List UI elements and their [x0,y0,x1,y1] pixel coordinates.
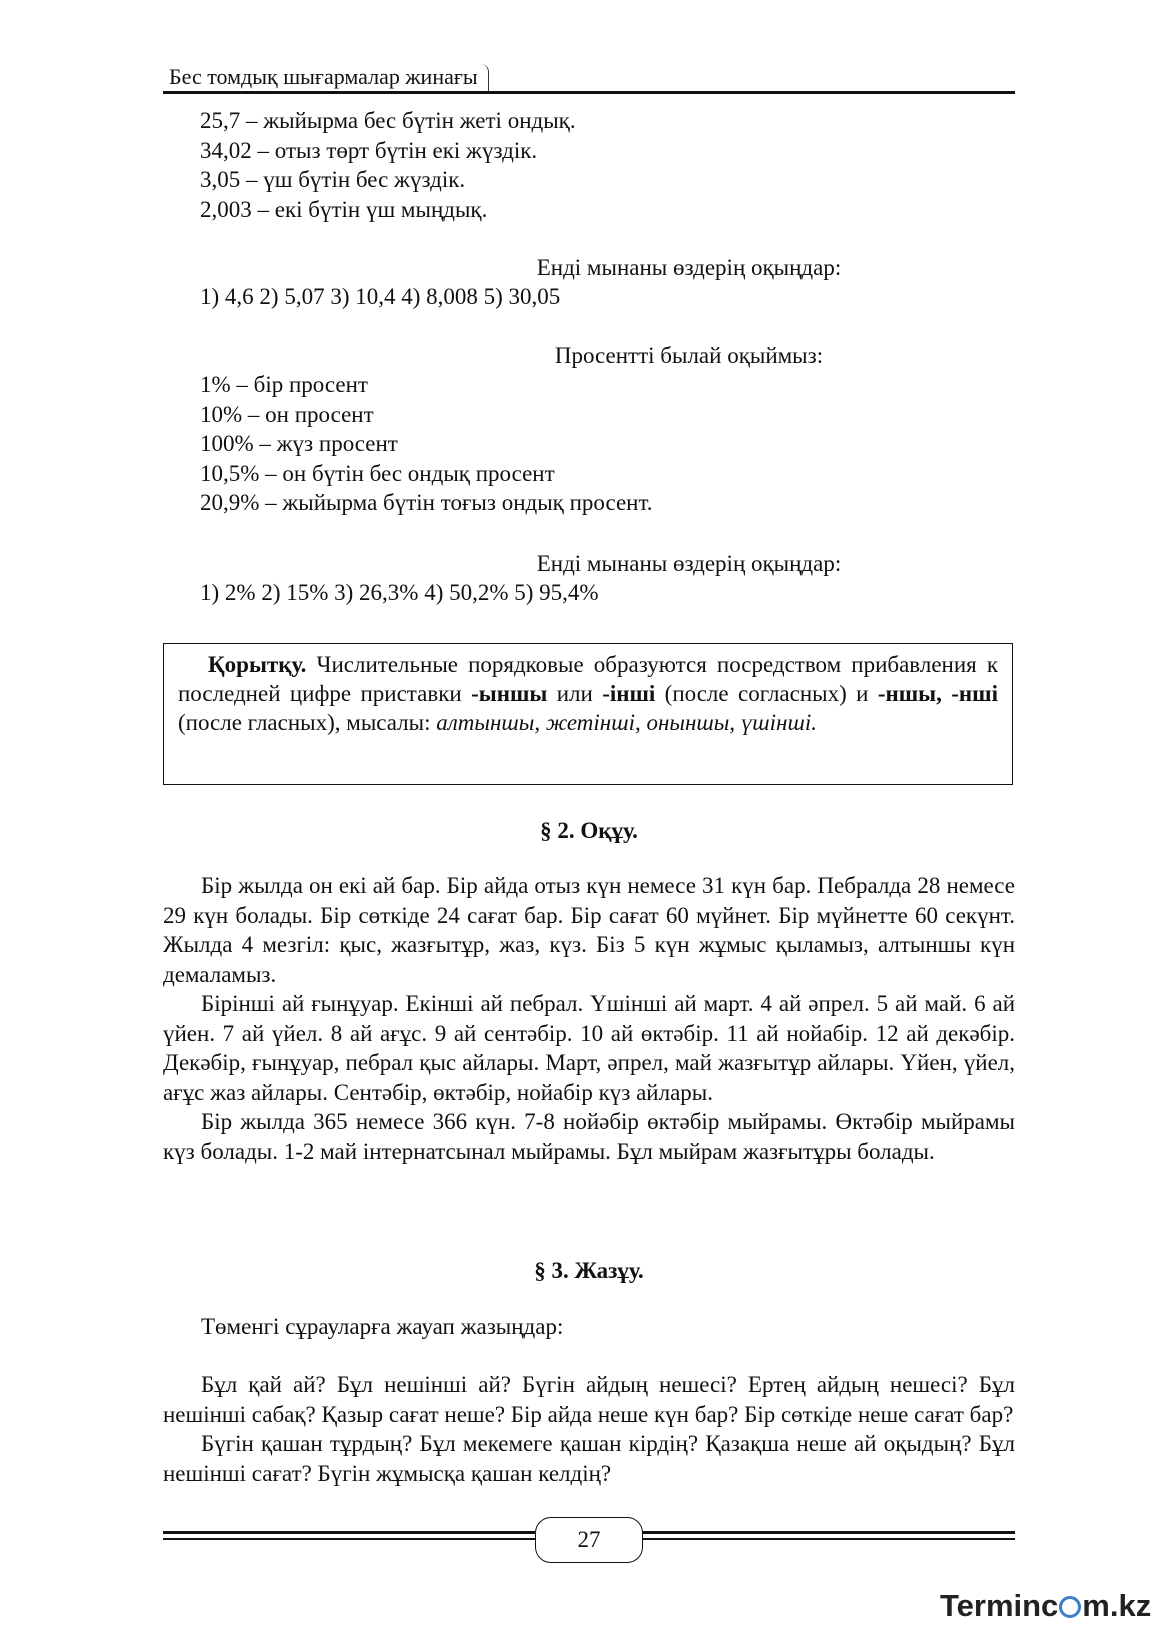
watermark-logo: Terminc m.kz [940,1588,1152,1623]
paragraph: Бір жылда 365 немесе 366 күн. 7-8 нойәбір өктәбір мыйрамы. Өктәбір мыйрамы күз болады. 1-2 май інтернатсынал мыйрамы. Бұл мыйрам жазғытұры болады. [163,1109,1015,1164]
list-item: 20,9% – жыйырма бүтін тоғыз ондық просент. [200,490,653,515]
globe-icon [1059,1596,1081,1618]
list-item: 34,02 – отыз төрт бүтін екі жүздік. [200,137,538,163]
exercise2-prompt: Енді мынаны өздерің оқыңдар: [536,551,842,576]
footer-rule-right-thin [641,1538,1015,1540]
section3-body [163,1370,1015,1488]
list-item: 10% – он просент [200,401,374,427]
exercise1-prompt: Енді мынаны өздерің оқыңдар: [536,255,842,280]
summary-label: Қорытқу. [208,652,307,677]
list-item: 10,5% – он бүтін бес ондық просент [200,460,555,486]
footer-rule-right [641,1531,1015,1534]
footer-rule-left [163,1531,535,1534]
list-item: 100% – жүз просент [200,431,398,456]
summary-text: Қорытқу. Числительные порядковые образуются посредством прибавления к последней цифре приставки -ыншы или -інші (после согласных) и -ншы, -нші (после гласных), мысалы: алтыншы, жетінші, оныншы, үшінші. [178,652,998,735]
list-item: 25,7 – жыйырма бес бүтін жеті ондық. [200,108,576,133]
paragraph: Бүгін қашан тұрдың? Бұл мекемеге қашан кірдің? Қазақша неше ай оқыдың? Бұл нешінші сағат? Бүгін жұмысқа қашан келдің? [163,1431,1015,1486]
percent-intro: Просентті былай оқыймыз: [554,343,824,368]
list-item: 2,003 – екі бүтін үш мыңдық. [200,196,488,222]
list-item: 1% – бір просент [200,372,368,397]
exercise1-items: 1) 4,6 2) 5,07 3) 10,4 4) 8,008 5) 30,05 [200,284,561,309]
header-rule [163,91,1015,94]
footer-rule-left-thin [163,1538,535,1540]
running-title: Бес томдық шығармалар жинағы [169,64,489,92]
decimals-list [200,106,576,224]
page-number: 27 [535,1517,643,1563]
exercise2-items: 1) 2% 2) 15% 3) 26,3% 4) 50,2% 5) 95,4% [200,580,599,605]
page-header [163,52,1015,94]
summary-box [163,643,1013,785]
page-footer [163,1515,1015,1575]
section3-intro: Төменгі сұрауларға жауап жазыңдар: [201,1314,564,1339]
paragraph: Бірінші ай ғынұуар. Екінші ай пебрал. Үшінші ай март. 4 ай әпрел. 5 ай май. 6 ай үйен. 7 ай үйел. 8 ай ағұс. 9 ай сентәбір. 10 ай өктәбір. 11 ай нойабір. 12 ай декәбір. Декәбір, ғынұуар, пебрал қыс айлары. Март, әпрел, май жазғытұр айлары. Үйен, үйел, ағұс жаз айлары. Сентәбір, өктәбір, нойабір күз айлары. [163,991,1015,1105]
summary-examples: алтыншы, жетінші, оныншы, үшінші. [436,710,817,735]
percent-list [200,370,653,518]
list-item: 3,05 – үш бүтін бес жүздік. [200,167,466,192]
paragraph: Бұл қай ай? Бұл нешінші ай? Бүгін айдың нешесі? Ертең айдың нешесі? Бұл нешінші сабақ? Қазыр сағат неше? Бір айда неше күн бар? Бір сөткіде неше сағат бар? [163,1372,1015,1427]
section2-body [163,871,1015,1166]
section2-heading: § 2. Оқұу. [540,818,638,843]
paragraph: Бір жылда он екі ай бар. Бір айда отыз күн немесе 31 күн бар. Пебралда 28 немесе 29 күн болады. Бір сөткіде 24 сағат бар. Бір сағат 60 мүйнет. Бір мүйнетте 60 секүнт. Жылда 4 мезгіл: қыс, жазғытұр, жаз, күз. Біз 5 күн жұмыс қыламыз, алтыншы күн демаламыз. [163,873,1015,987]
section3-heading: § 3. Жазұу. [534,1258,644,1283]
